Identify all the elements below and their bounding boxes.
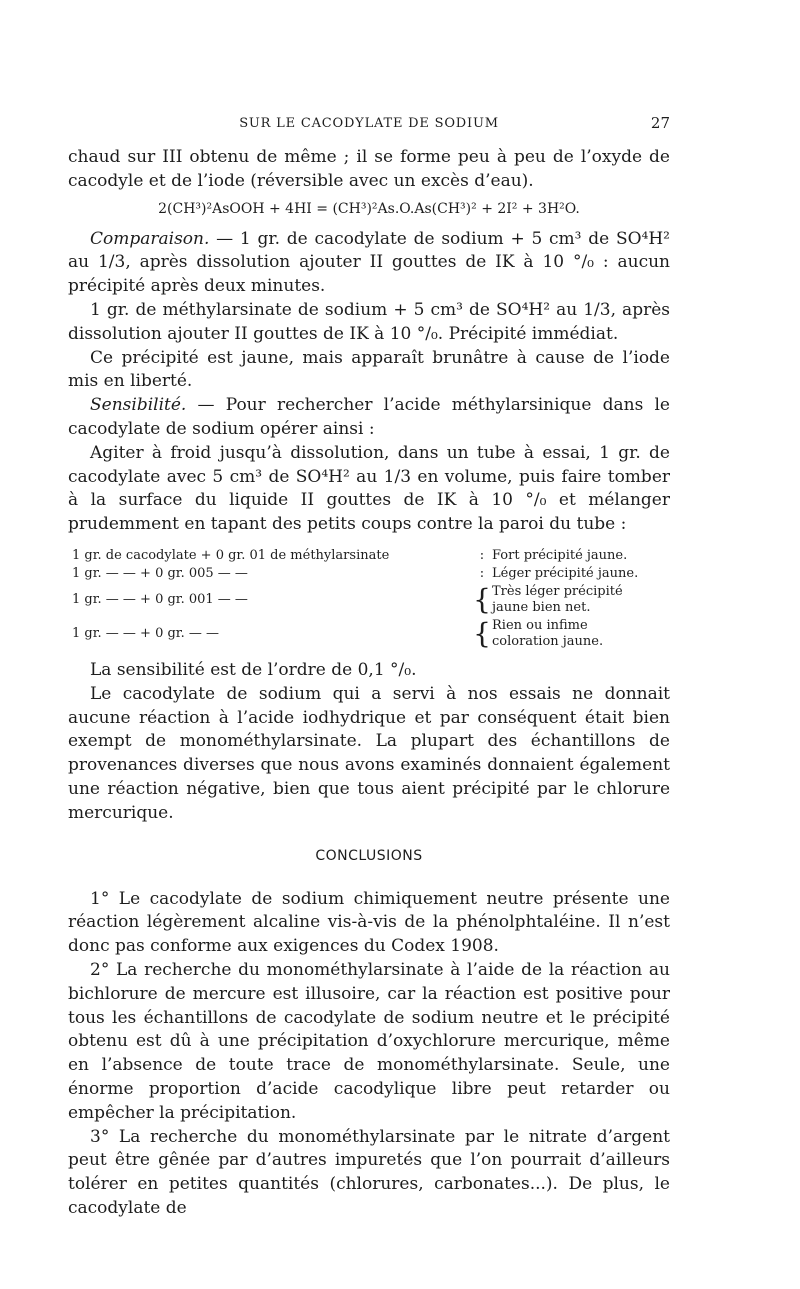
paragraph-precipite: Ce précipité est jaune, mais apparaît brunâtre à cause de l’iode mis en liberté. — [68, 347, 670, 392]
conclusion-1: 1° Le cacodylate de sodium chimiquement neutre présente une réaction légèrement alcaline vis-à-vis de la phénolphtaléine. Il n’est donc pas conforme aux exigences du Codex 1908. — [68, 888, 670, 957]
sensitivity-table — [72, 547, 652, 651]
running-head-title: SUR LE CACODYLATE DE SODIUM — [239, 116, 499, 131]
conclusion-2: 2° La recherche du monométhylarsinate à l’aide de la réaction au bichlorure de mercure est illusoire, car la réaction est positive pour tous les échantillons de cacodylate de sodium neutre et le précipité obtenu est dû à une précipitation d’oxychlorure mercurique, même en l’absence de toute trace de monométhylarsinate. Seule, une énorme proportion d’acide cacodylique libre peut retarder ou empêcher la précipitation. — [68, 959, 670, 1123]
table-row — [72, 617, 652, 651]
paragraph-procedure: Agiter à froid jusqu’à dissolution, dans un tube à essai, 1 gr. de cacodylate avec 5 cm³ de SO⁴H² au 1/3 en volume, puis faire tomber à la surface du liquide II gouttes de IK à 10 °/₀ et mélanger prudemment en tapant des petits coups contre la paroi du tube : — [68, 442, 670, 535]
body-text — [68, 146, 670, 1221]
table-cell-result: Rien ou infime coloration jaune. — [492, 617, 604, 649]
paragraph-sensibilite — [68, 394, 670, 442]
conclusion-3: 3° La recherche du monométhylarsinate par le nitrate d’argent peut être gênée par d’autres impuretés que l’on pourrait d’ailleurs tolérer en petites quantités (chlorures, carbonates...). De plus, le cacodylate de — [68, 1126, 670, 1218]
table-cell-result: Très léger précipité jaune bien net. — [492, 583, 623, 615]
brace-icon: { — [473, 582, 491, 616]
table-cell-mixture: 1 gr. — — + 0 gr. 001 — — — [72, 591, 248, 607]
paragraph-methylarsinate: 1 gr. de méthylarsinate de sodium + 5 cm³ de SO⁴H² au 1/3, après dissolution ajouter II gouttes de IK à 10 °/₀. Précipité immédiat. — [68, 299, 670, 344]
sensibilite-label: Sensibilité. — [90, 395, 187, 416]
paragraph-sensitivity-order: La sensibilité est de l’ordre de 0,1 °/₀. — [90, 659, 417, 680]
table-cell-result: Léger précipité jaune. — [492, 565, 639, 581]
table-cell-mixture: 1 gr. — — + 0 gr. — — — [72, 625, 219, 641]
paragraph-continuation: chaud sur III obtenu de même ; il se forme peu à peu de l’oxyde de cacodyle et de l’iode (réversible avec un excès d’eau). — [68, 147, 670, 191]
table-row — [72, 583, 652, 617]
page-number: 27 — [650, 114, 670, 132]
sensibilite-text: — Pour rechercher l’acide méthylarsinique dans le cacodylate de sodium opérer ainsi : — [68, 395, 670, 439]
table-colon: : — [479, 565, 485, 581]
conclusions-heading: CONCLUSIONS — [315, 847, 423, 864]
running-head — [68, 112, 670, 134]
table-colon: : — [479, 547, 485, 563]
table-row — [72, 547, 652, 565]
paragraph-comparaison — [68, 228, 670, 299]
table-row — [72, 565, 652, 583]
chemical-equation: 2(CH³)²AsOOH + 4HI = (CH³)²As.O.As(CH³)² + 2I² + 3H²O. — [158, 200, 580, 217]
table-cell-result: Fort précipité jaune. — [492, 547, 628, 563]
paragraph-samples: Le cacodylate de sodium qui a servi à nos essais ne donnait aucune réaction à l’acide iodhydrique et par conséquent était bien exempt de monométhylarsinate. La plupart des échantillons de provenances diverses que nous avons examinés donnaient également une réaction négative, bien que tous aient précipité par le chlorure mercurique. — [68, 683, 670, 823]
table-cell-mixture: 1 gr. — — + 0 gr. 005 — — — [72, 565, 248, 581]
comparaison-text: — 1 gr. de cacodylate de sodium + 5 cm³ de SO⁴H² au 1/3, après dissolution ajouter II gouttes de IK à 10 °/₀ : aucun précipité après deux minutes. — [68, 228, 670, 297]
table-cell-mixture: 1 gr. de cacodylate + 0 gr. 01 de méthylarsinate — [72, 547, 390, 563]
comparaison-label: Comparaison. — [90, 228, 210, 249]
brace-icon: { — [473, 616, 491, 650]
